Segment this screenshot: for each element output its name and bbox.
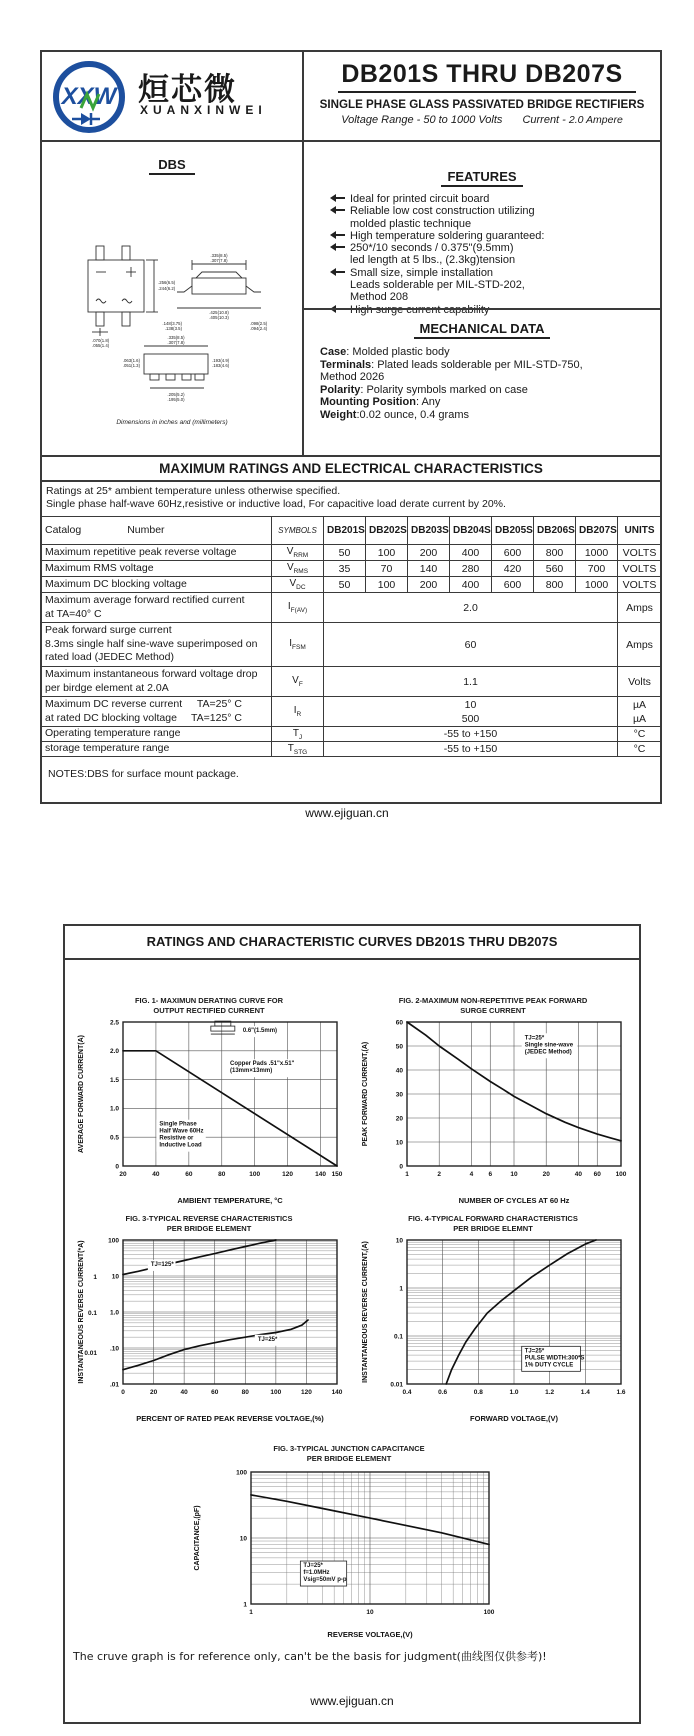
col-header-catalog-number: Catalog Number (42, 517, 272, 545)
svg-text:20: 20 (542, 1171, 550, 1178)
svg-text:40: 40 (574, 1171, 583, 1178)
svg-text:XXW: XXW (61, 83, 117, 110)
svg-text:.10: .10 (109, 1345, 119, 1353)
doc-subtitle: SINGLE PHASE GLASS PASSIVATED BRIDGE RECTIFIERS (319, 98, 645, 111)
mechanical-list (320, 346, 660, 422)
svg-text:0.5: 0.5 (109, 1134, 119, 1142)
current-value: 2.0 Ampere (568, 114, 623, 126)
fig2-title: FIG. 2-MAXIMUM NON-REPETITIVE PEAK FORWARD SURGE CURRENT (398, 996, 588, 1015)
table-row (42, 545, 662, 561)
svg-text:1.4: 1.4 (580, 1389, 590, 1396)
table-row (42, 593, 662, 623)
svg-text:0: 0 (121, 1389, 125, 1396)
dimension-label: .055(1.4) (92, 343, 110, 348)
svg-text:100: 100 (270, 1389, 282, 1396)
feature-line: Method 208 (350, 291, 409, 304)
dimension-label: .098(2.5) (250, 321, 268, 326)
row-label: Maximum DC reverse current TA=25° C at rated DC blocking voltage TA=125° C (42, 697, 272, 727)
col-header-part: DB205S (492, 517, 534, 545)
fig3-chart (73, 1234, 345, 1426)
x-axis-title: PERCENT OF RATED PEAK REVERSE VOLTAGE,(%) (136, 1414, 324, 1423)
row-value: 400 (450, 577, 492, 593)
dimension-label: .205(5.2) (167, 392, 185, 397)
chart-annotation: (JEDEC Method) (524, 1049, 572, 1056)
row-label: Maximum DC blocking voltage (42, 577, 272, 593)
chart-annotation: TJ=25* (524, 1035, 545, 1042)
dimension-label: .148(3.75) (162, 321, 182, 326)
row-unit: Volts (618, 667, 662, 697)
row-symbol: $I_{F(AV)}$ (272, 593, 324, 623)
bullet-arrow-icon (336, 271, 345, 273)
features-section (304, 140, 660, 308)
row-value: 600 (492, 545, 534, 561)
row-symbol: $I_R$ (272, 697, 324, 727)
row-label: Maximum instantaneous forward voltage drop per birdge element at 2.0A (42, 667, 272, 697)
mechanical-section (304, 310, 660, 455)
svg-text:0: 0 (115, 1163, 119, 1171)
row-unit: VOLTS (618, 577, 662, 593)
row-unit: Amps (618, 593, 662, 623)
svg-text:100: 100 (615, 1171, 627, 1178)
dimension-label: .051(1.3) (122, 363, 140, 368)
fig1-title: FIG. 1- MAXIMUN DERATING CURVE FOR OUTPUT RECTIFIED CURRENT (134, 996, 284, 1015)
svg-text:10: 10 (395, 1237, 403, 1245)
chart-annotation: TJ=25* (257, 1336, 278, 1343)
svg-text:10: 10 (395, 1139, 403, 1147)
row-value: 600 (492, 577, 534, 593)
svg-text:20: 20 (149, 1389, 158, 1396)
y-axis-title: CAPACITANCE,(pF) (194, 1505, 201, 1571)
svg-text:60: 60 (185, 1171, 193, 1178)
row-symbol: $T_J$ (272, 727, 324, 742)
table-row (42, 742, 662, 757)
svg-text:40: 40 (152, 1171, 160, 1178)
curves-page-title: RATINGS AND CHARACTERISTIC CURVES DB201S THRU DB207S (65, 926, 639, 960)
dimension-label: .256(6.5) (158, 280, 176, 285)
row-symbol: $T_{STG}$ (272, 742, 324, 757)
svg-text:140: 140 (315, 1171, 326, 1178)
page1 (40, 50, 662, 804)
figure-5 (189, 1444, 509, 1642)
svg-text:10: 10 (366, 1609, 374, 1616)
table-row (42, 577, 662, 593)
row-value: 200 (408, 577, 450, 593)
feature-line: High temperature soldering guaranteed: (328, 230, 660, 242)
mechanical-line: Terminals: Plated leads solderable per MIL-STD-750, (320, 358, 583, 371)
row-value: 1000 (576, 577, 618, 593)
chart-annotation: (13mm×13mm) (230, 1068, 273, 1075)
svg-text:20: 20 (119, 1171, 127, 1178)
svg-text:0: 0 (399, 1163, 403, 1171)
ratings-note-2: Single phase half-wave 60Hz,resistive or inductive load, For capacitive load derate current by 20%. (46, 497, 506, 510)
row-value: 400 (450, 545, 492, 561)
chart-annotation: PULSE WIDTH:300*S (524, 1355, 585, 1362)
y-axis-title: INSTANTANEOUS REVERSE CURRENT(*A) (78, 1240, 85, 1384)
dimension-label: .138(3.5) (164, 326, 182, 331)
dimension-label: .195(5.0) (167, 397, 185, 402)
col-header-part: DB206S (534, 517, 576, 545)
feature-line: Small size, simple installation (328, 267, 660, 279)
row-value: 50 (324, 545, 366, 561)
svg-text:60: 60 (593, 1171, 601, 1178)
svg-text:100: 100 (249, 1171, 261, 1178)
fig4-title: FIG. 4-TYPICAL FORWARD CHARACTERISTICS PER BRIDGE ELEMNT (408, 1214, 578, 1233)
chart-annotation: TJ=25* (303, 1563, 323, 1570)
fig5-chart (189, 1464, 509, 1642)
voltage-current-line (304, 114, 660, 126)
svg-text:2: 2 (437, 1171, 442, 1178)
package-caption: Dimensions in inches and (millimeters) (116, 419, 228, 426)
feature-line: led length at 5 lbs., (2.3kg)tension (350, 254, 516, 267)
svg-text:2.0: 2.0 (109, 1048, 119, 1056)
bullet-arrow-icon (336, 209, 345, 211)
y-axis-title: PEAK FORWARD CURRENT,(A) (362, 1041, 369, 1147)
chart-annotation: 1% DUTY CYCLE (524, 1362, 574, 1369)
part-number-title: DB201S THRU DB207S (341, 60, 623, 88)
dimension-label: .183(4.6) (212, 363, 230, 368)
voltage-range: Voltage Range - 50 to 1000 Volts (341, 114, 503, 126)
svg-text:1: 1 (93, 1273, 97, 1281)
figure-4 (357, 1214, 629, 1426)
dimension-label: .307(7.8) (167, 340, 185, 345)
feature-line: Leads solderable per MIL-STD-202, (350, 279, 525, 292)
svg-text:10: 10 (239, 1535, 247, 1543)
row-value: 1.1 (324, 667, 618, 697)
chart-annotation: Resistive or (159, 1135, 194, 1142)
svg-text:1.6: 1.6 (616, 1389, 626, 1396)
x-axis-title: REVERSE VOLTAGE,(V) (327, 1630, 413, 1639)
dimension-label: .335(8.5) (167, 335, 185, 340)
fig2-chart (357, 1016, 629, 1208)
svg-text:.01: .01 (109, 1381, 119, 1389)
feature-line: Ideal for printed circuit board (328, 193, 660, 205)
row-value: -55 to +150 (324, 727, 618, 742)
fig3-title: FIG. 3-TYPICAL REVERSE CHARACTERISTICS PER BRIDGE ELEMENT (125, 1214, 293, 1233)
chart-annotation: Inductive Load (159, 1142, 202, 1149)
svg-text:1: 1 (249, 1609, 253, 1616)
y-axis-title: INSTANTANEOUS REVERSE CURRENT,(A) (362, 1241, 369, 1383)
ratings-note-1: Ratings at 25* ambient temperature unless otherwise specified. (46, 485, 341, 497)
bullet-arrow-icon (336, 197, 345, 199)
chart-annotation: Single Phase (159, 1121, 197, 1128)
svg-text:150: 150 (331, 1171, 343, 1178)
dimension-label: .307(7.8) (210, 258, 228, 263)
svg-text:0.1: 0.1 (87, 1309, 97, 1317)
bullet-arrow-icon (336, 234, 345, 236)
row-label: Operating temperature range (42, 727, 272, 742)
x-axis-title: NUMBER OF CYCLES AT 60 Hz (458, 1196, 570, 1205)
feature-line: Reliable low cost construction utilizing (328, 205, 660, 217)
company-name-en: XUANXINWEI (140, 103, 267, 117)
svg-text:120: 120 (282, 1171, 294, 1178)
col-header-symbols: SYMBOLS (272, 517, 324, 545)
row-value: 60 (324, 623, 618, 667)
svg-text:60: 60 (395, 1019, 403, 1027)
svg-text:30: 30 (395, 1091, 403, 1099)
ratings-table (41, 516, 662, 757)
col-header-part: DB202S (366, 517, 408, 545)
svg-text:1.0: 1.0 (509, 1389, 519, 1396)
features-list (328, 193, 660, 316)
svg-text:50: 50 (395, 1043, 403, 1051)
title-rule (338, 91, 636, 93)
svg-text:0.01: 0.01 (84, 1350, 97, 1358)
svg-text:80: 80 (241, 1389, 249, 1396)
chart-annotation: 0.6"(1.5mm) (242, 1028, 278, 1035)
mechanical-line: Polarity: Polarity symbols marked on case (320, 383, 528, 396)
table-row (42, 561, 662, 577)
col-header-part: DB207S (576, 517, 618, 545)
title-block (304, 52, 660, 140)
y-axis-title: AVERAGE FORWARD CURRENT(A) (78, 1035, 85, 1153)
row-value: 10 500 (324, 697, 618, 727)
svg-text:1: 1 (243, 1601, 247, 1609)
row-label: Peak forward surge current 8.3ms single half sine-wave superimposed on rated load (JEDEC Method) (42, 623, 272, 667)
table-row (42, 727, 662, 742)
dimension-label: .070(1.8) (92, 338, 110, 343)
svg-text:60: 60 (211, 1389, 219, 1396)
row-unit: °C (618, 727, 662, 742)
table-row (42, 667, 662, 697)
x-axis-title: FORWARD VOLTAGE,(V) (470, 1414, 558, 1423)
svg-text:80: 80 (218, 1171, 226, 1178)
dimension-label: .425(10.8) (209, 310, 229, 315)
fig5-title: FIG. 3-TYPICAL JUNCTION CAPACITANCE PER BRIDGE ELEMENT (273, 1444, 425, 1463)
col-header-part: DB204S (450, 517, 492, 545)
row-symbol: $V_F$ (272, 667, 324, 697)
logo-mark-icon (48, 56, 130, 138)
row-value: 800 (534, 577, 576, 593)
features-heading: FEATURES (304, 168, 660, 186)
row-unit: Amps (618, 623, 662, 667)
row-value: -55 to +150 (324, 742, 618, 757)
svg-text:40: 40 (180, 1389, 188, 1396)
fig4-chart (357, 1234, 629, 1426)
ratings-notes (46, 485, 506, 510)
mechanical-line: Mounting Position: Any (320, 396, 441, 409)
chart-annotation: TJ=25* (524, 1348, 545, 1355)
package-drawing (54, 224, 290, 414)
row-value: 50 (324, 577, 366, 593)
company-name-cn: 烜芯微 (138, 72, 237, 108)
svg-text:0.6: 0.6 (438, 1389, 448, 1396)
svg-text:0.01: 0.01 (390, 1381, 403, 1389)
row-symbol: $V_{RMS}$ (272, 561, 324, 577)
bullet-arrow-icon (336, 246, 345, 248)
row-value: 800 (534, 545, 576, 561)
dimension-label: .244(6.2) (158, 286, 176, 291)
row-value: 100 (366, 577, 408, 593)
svg-text:120: 120 (300, 1389, 312, 1396)
svg-text:140: 140 (331, 1389, 343, 1396)
row-symbol: $I_{FSM}$ (272, 623, 324, 667)
mechanical-line: Case: Molded plastic body (320, 346, 450, 358)
website-url: www.ejiguan.cn (310, 1694, 394, 1708)
svg-text:2.5: 2.5 (109, 1019, 119, 1027)
reference-note: The cruve graph is for reference only, can't be the basis for judgment(曲线图仅供参考)! (73, 1650, 547, 1663)
figure-1 (73, 996, 345, 1208)
table-row (42, 623, 662, 667)
row-value: 70 (366, 561, 408, 577)
svg-text:0.1: 0.1 (393, 1333, 403, 1341)
package-inset-icon (211, 1026, 235, 1031)
figure-2 (357, 996, 629, 1208)
chart-annotation: Copper Pads .51"x.51" (230, 1061, 295, 1068)
dimension-label: .335(8.5) (210, 253, 228, 258)
row-symbol: $V_{DC}$ (272, 577, 324, 593)
row-value: 420 (492, 561, 534, 577)
dimension-label: .094(2.4) (250, 326, 268, 331)
svg-text:100: 100 (483, 1609, 495, 1616)
feature-line: 250*/10 seconds / 0.375"(9.5mm) (328, 242, 660, 254)
row-unit: VOLTS (618, 545, 662, 561)
table-header-row (42, 517, 662, 545)
fig1-chart (73, 1016, 345, 1208)
x-axis-title: AMBIENT TEMPERATURE, °C (177, 1196, 283, 1205)
company-logo (48, 56, 302, 138)
chart-annotation: Vsig=50mV p-p (303, 1577, 347, 1584)
svg-text:10: 10 (510, 1171, 518, 1178)
table-footnote: NOTES:DBS for surface mount package. (48, 768, 239, 780)
dimension-label: .193(4.9) (212, 358, 230, 363)
row-label: Maximum average forward rectified current at TA=40° C (42, 593, 272, 623)
svg-text:100: 100 (108, 1237, 119, 1245)
dimension-label: .063(1.6) (122, 358, 140, 363)
row-label: storage temperature range (42, 742, 272, 757)
svg-text:1.2: 1.2 (545, 1389, 555, 1396)
dimension-label: .405(10.3) (209, 315, 229, 320)
feature-line: molded plastic technique (350, 217, 472, 230)
row-value: 2.0 (324, 593, 618, 623)
row-unit: °C (618, 742, 662, 757)
col-header-units: UNITS (618, 517, 662, 545)
row-symbol: $V_{RRM}$ (272, 545, 324, 561)
mechanical-heading: MECHANICAL DATA (304, 320, 660, 338)
chart-annotation: TJ=125* (150, 1261, 174, 1268)
package-cell (42, 142, 302, 455)
row-value: 280 (450, 561, 492, 577)
svg-text:1: 1 (399, 1285, 403, 1293)
svg-text:1.0: 1.0 (109, 1309, 119, 1317)
svg-text:1.0: 1.0 (109, 1105, 119, 1113)
ratings-header: MAXIMUM RATINGS AND ELECTRICAL CHARACTERISTICS (42, 455, 660, 482)
svg-text:20: 20 (395, 1115, 403, 1123)
figure-3 (73, 1214, 345, 1426)
svg-text:6: 6 (488, 1171, 493, 1178)
chart-annotation: Single sine-wave (524, 1042, 574, 1049)
svg-text:0.8: 0.8 (473, 1389, 483, 1396)
chart-annotation: f=1.0MHz (303, 1570, 330, 1577)
package-name: DBS (42, 156, 302, 174)
svg-text:4: 4 (469, 1171, 474, 1178)
table-row (42, 697, 662, 727)
row-unit: µA µA (618, 697, 662, 727)
svg-text:0.4: 0.4 (402, 1389, 412, 1396)
col-header-part: DB203S (408, 517, 450, 545)
current-label: Current - (522, 114, 566, 126)
chart-curve (123, 1240, 276, 1275)
mechanical-line: Method 2026 (320, 371, 385, 384)
svg-text:1: 1 (405, 1171, 409, 1178)
col-header-part: DB201S (324, 517, 366, 545)
row-label: Maximum repetitive peak reverse voltage (42, 545, 272, 561)
row-value: 700 (576, 561, 618, 577)
chart-annotation: Half Wave 60Hz (159, 1128, 204, 1135)
page2 (63, 924, 641, 1724)
svg-text:100: 100 (236, 1469, 247, 1477)
row-unit: VOLTS (618, 561, 662, 577)
svg-text:40: 40 (395, 1067, 403, 1075)
row-value: 140 (408, 561, 450, 577)
website-url: www.ejiguan.cn (305, 806, 389, 820)
row-value: 200 (408, 545, 450, 561)
row-label: Maximum RMS voltage (42, 561, 272, 577)
mechanical-line: Weight:0.02 ounce, 0.4 grams (320, 408, 469, 421)
row-value: 100 (366, 545, 408, 561)
svg-text:10: 10 (111, 1273, 119, 1281)
row-value: 35 (324, 561, 366, 577)
row-value: 1000 (576, 545, 618, 561)
svg-text:1.5: 1.5 (109, 1076, 119, 1084)
row-value: 560 (534, 561, 576, 577)
